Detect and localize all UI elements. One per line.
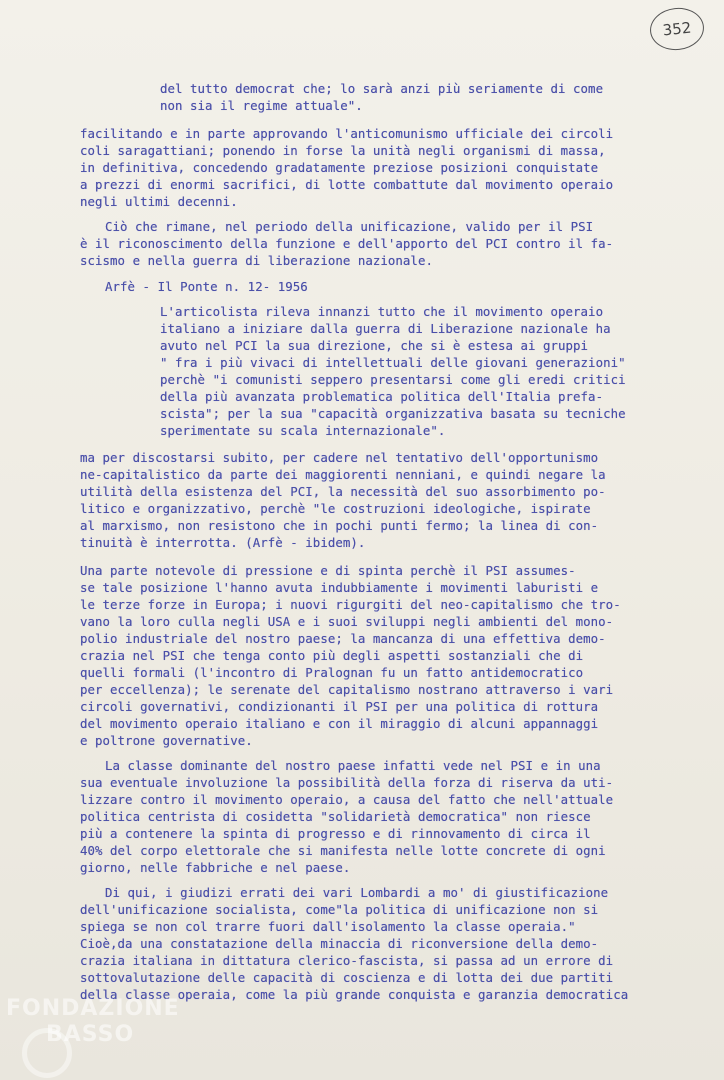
- text-line: polio industriale del nostro paese; la mancanza di una effettiva demo-: [80, 631, 606, 646]
- watermark-emblem-icon: [22, 1028, 72, 1078]
- text-line: non sia il regime attuale".: [160, 98, 363, 113]
- text-line: Cioè,da una constatazione della minaccia di riconversione della demo-: [80, 936, 599, 951]
- text-line: quelli formali (l'incontro di Pralognan fu un fatto antidemocratico: [80, 665, 584, 680]
- text-line: politica centrista di cosidetta "solidarietà democratica" non riesce: [80, 809, 591, 824]
- text-line: avuto nel PCI la sua direzione, che si è estesa ai gruppi: [160, 338, 589, 353]
- text-line: più a contenere la spinta di progresso e di rinnovamento di circa il: [80, 826, 591, 841]
- text-line: negli ultimi decenni.: [80, 194, 238, 209]
- text-line: crazia nel PSI che tenga conto più degli aspetti sostanziali che di: [80, 648, 584, 663]
- text-line: crazia italiana in dittatura clerico-fascista, si passa ad un errore di: [80, 953, 614, 968]
- text-line: facilitando e in parte approvando l'anticomunismo ufficiale dei circoli: [80, 126, 614, 141]
- text-line: per eccellenza); le serenate del capitalismo nostrano attraverso i vari: [80, 682, 614, 697]
- text-line: dell'unificazione socialista, come"la politica di unificazione non si: [80, 902, 599, 917]
- text-line: giorno, nelle fabbriche e nel paese.: [80, 860, 351, 875]
- text-line: Una parte notevole di pressione e di spinta perchè il PSI assumes-: [80, 563, 576, 578]
- text-line: La classe dominante del nostro paese infatti vede nel PSI e in una: [105, 758, 601, 773]
- text-line: sperimentate su scala internazionale".: [160, 423, 446, 438]
- text-line: perchè "i comunisti seppero presentarsi come gli eredi critici: [160, 372, 626, 387]
- text-line: L'articolista rileva innanzi tutto che il movimento operaio: [160, 304, 604, 319]
- watermark-line-1: FONDAZIONE: [6, 996, 180, 1021]
- text-line: sua eventuale involuzione la possibilità della forza di riserva da uti-: [80, 775, 614, 790]
- page-number-stamp: 352: [648, 5, 706, 52]
- text-line: circoli governativi, condizionanti il PSI per una politica di rottura: [80, 699, 599, 714]
- text-line: a prezzi di enormi sacrifici, di lotte combattute dal movimento operaio: [80, 177, 614, 192]
- text-line: se tale posizione l'hanno avuta indubbiamente i movimenti laburisti e: [80, 580, 599, 595]
- text-line: in definitiva, concedendo gradatamente preziose posizioni conquistate: [80, 160, 599, 175]
- text-line: al marxismo, non resistono che in pochi punti fermo; la linea di con-: [80, 518, 599, 533]
- citation-heading: Arfè - Il Ponte n. 12- 1956: [105, 279, 308, 294]
- text-line: tinuità è interrotta. (Arfè - ibidem).: [80, 535, 366, 550]
- text-line: e poltrone governative.: [80, 733, 253, 748]
- text-line: scismo e nella guerra di liberazione nazionale.: [80, 253, 433, 268]
- text-line: scista"; per la sua "capacità organizzativa basata su tecniche: [160, 406, 626, 421]
- text-line: della più avanzata problematica politica dell'Italia prefa-: [160, 389, 604, 404]
- text-line: vano la loro culla negli USA e i suoi sviluppi negli ambienti del mono-: [80, 614, 614, 629]
- text-line: ma per discostarsi subito, per cadere nel tentativo dell'opportunismo: [80, 450, 599, 465]
- text-line: le terze forze in Europa; i nuovi rigurgiti del neo-capitalismo che tro-: [80, 597, 621, 612]
- text-line: spiega se non col trarre fuori dall'isolamento la classe operaia.": [80, 919, 576, 934]
- text-line: Di qui, i giudizi errati dei vari Lombardi a mo' di giustificazione: [105, 885, 609, 900]
- text-line: " fra i più vivaci di intellettuali delle giovani generazioni": [160, 355, 626, 370]
- text-line: coli saragattiani; ponendo in forse la unità negli organismi di massa,: [80, 143, 606, 158]
- text-line: 40% del corpo elettorale che si manifesta nelle lotte concrete di ogni: [80, 843, 606, 858]
- text-line: litico e organizzativo, perchè "le costruzioni ideologiche, ispirate: [80, 501, 591, 516]
- watermark-line-2: BASSO: [46, 1022, 135, 1047]
- text-line: ne-capitalistico da parte dei maggiorenti nenniani, e quindi negare la: [80, 467, 606, 482]
- text-line: italiano a iniziare dalla guerra di Liberazione nazionale ha: [160, 321, 611, 336]
- text-line: del movimento operaio italiano e con il miraggio di alcuni appannaggi: [80, 716, 599, 731]
- text-line: della classe operaia, come la più grande conquista e garanzia democratica: [80, 987, 629, 1002]
- text-line: utilità della esistenza del PCI, la necessità del suo assorbimento po-: [80, 484, 606, 499]
- text-line: Ciò che rimane, nel periodo della unificazione, valido per il PSI: [105, 219, 594, 234]
- text-line: sottovalutazione delle capacità di coscienza e di lotta dei due partiti: [80, 970, 614, 985]
- text-line: lizzare contro il movimento operaio, a causa del fatto che nell'attuale: [80, 792, 614, 807]
- text-line: è il riconoscimento della funzione e dell'apporto del PCI contro il fa-: [80, 236, 614, 251]
- text-line: del tutto democrat che; lo sarà anzi più seriamente di come: [160, 81, 604, 96]
